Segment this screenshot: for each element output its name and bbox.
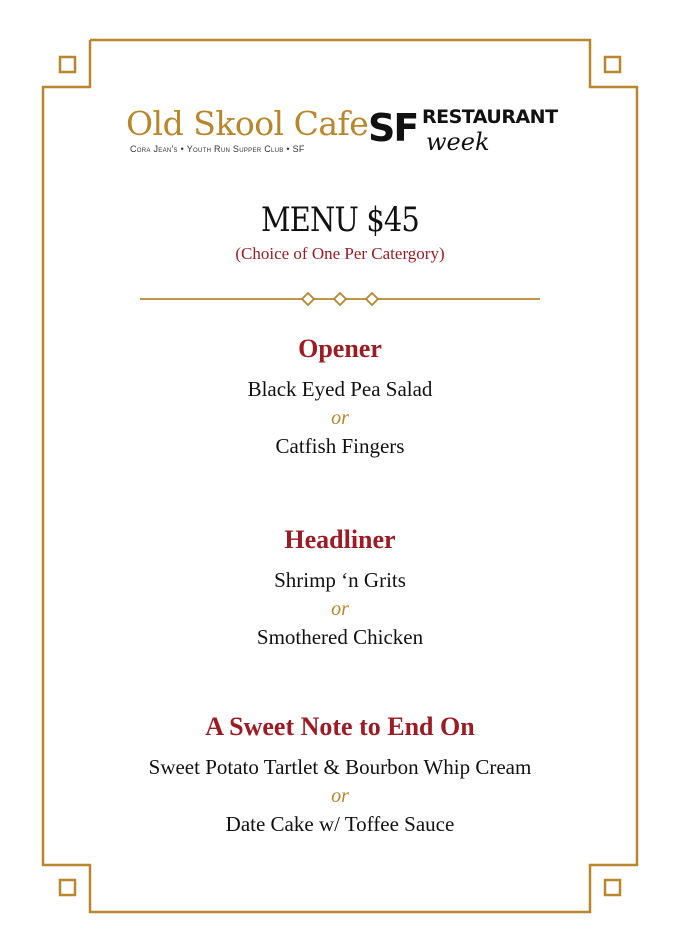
menu-item: Black Eyed Pea Salad [247,377,433,401]
sf-restaurant-week-logo-sf: SF [368,106,418,150]
corner-square-top-right [605,57,620,72]
menu-item: Shrimp ‘n Grits [274,568,406,592]
menu-item: Date Cake w/ Toffee Sauce [225,812,455,836]
or-separator: or [331,407,349,429]
menu-item: Sweet Potato Tartlet & Bourbon Whip Cream [148,755,532,779]
divider-diamond-right [366,293,378,305]
sf-restaurant-week-logo-restaurant: RESTAURANT [422,106,558,128]
section-heading-opener: Opener [298,334,382,363]
corner-square-bottom-right [605,880,620,895]
section-heading-dessert: A Sweet Note to End On [205,712,475,741]
menu-item: Catfish Fingers [275,434,405,458]
menu-item: Smothered Chicken [256,625,424,649]
old-skool-cafe-logo [126,102,369,160]
old-skool-cafe-logo-subtitle: Cora Jean's • Youth Run Supper Club • SF [130,144,305,154]
ornamental-divider [140,290,540,308]
corner-square-bottom-left [60,880,75,895]
or-separator: or [331,598,349,620]
sf-restaurant-week-logo-week: week [426,128,490,156]
border-outline [43,40,637,912]
menu-title: MENU $45 [261,200,419,240]
sf-restaurant-week-logo [368,104,558,158]
corner-square-top-left [60,57,75,72]
menu-subtitle: (Choice of One Per Catergory) [235,244,445,263]
divider-diamond-left [302,293,314,305]
section-heading-headliner: Headliner [284,525,396,554]
old-skool-cafe-logo-title: Old Skool Cafe [126,104,369,143]
divider-diamond-center [334,293,346,305]
or-separator: or [331,785,349,807]
